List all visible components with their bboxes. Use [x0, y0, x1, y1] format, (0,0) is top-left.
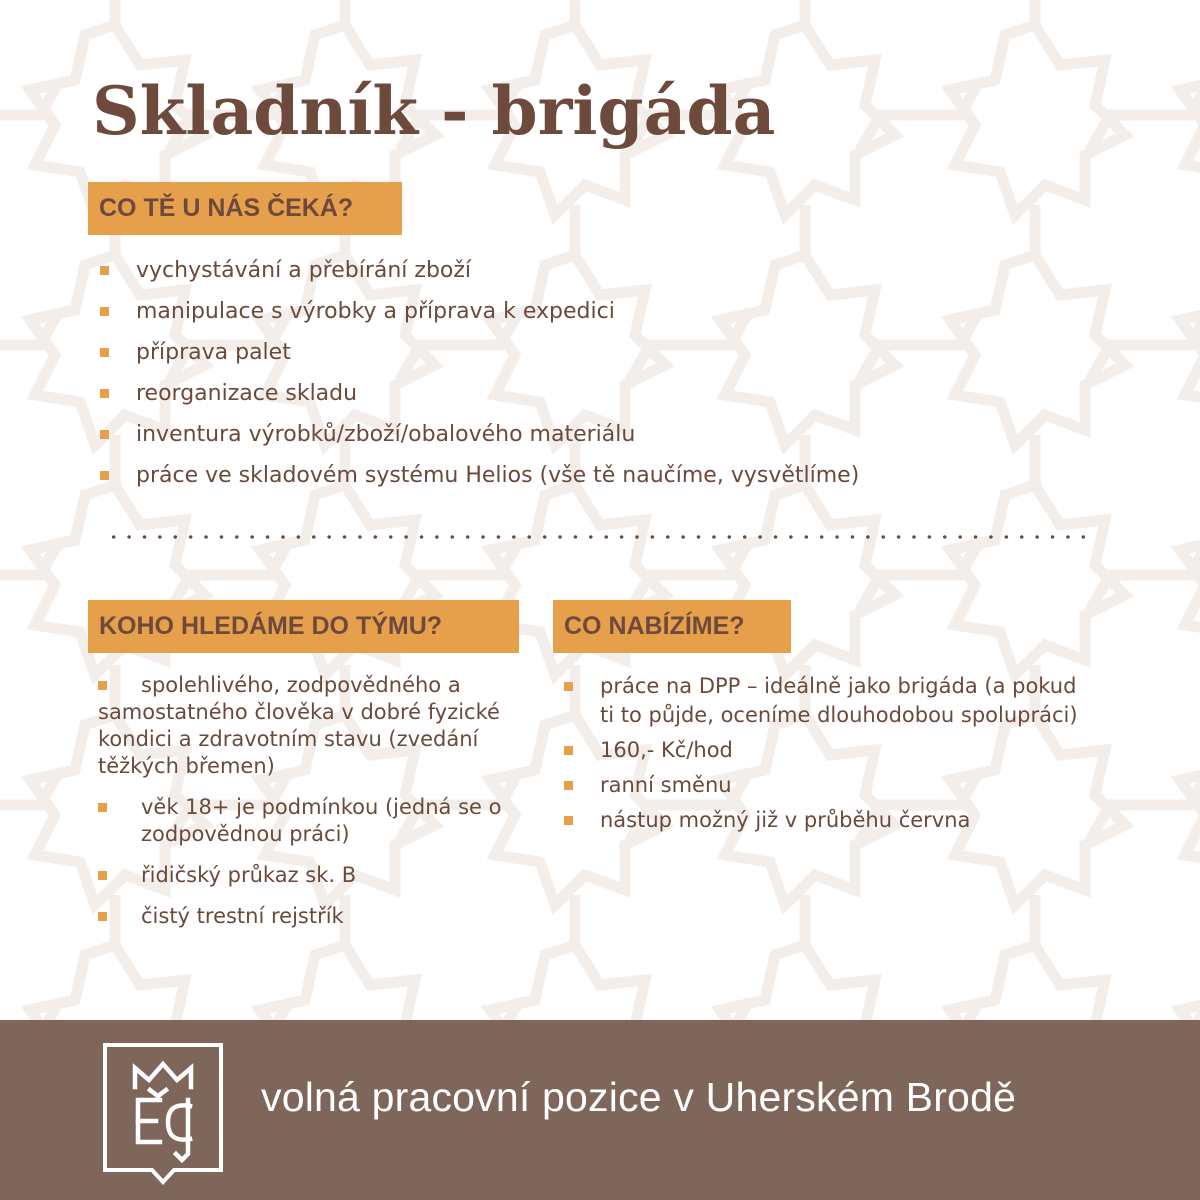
list-item: ranní směnu [600, 771, 1080, 800]
list-item: řidičský průkaz sk. B [98, 862, 528, 889]
candidate-list [98, 672, 528, 944]
offer-heading: CO NABÍZÍME? [553, 600, 791, 653]
list-item: věk 18+ je podmínkou (jedná se o zodpovědnou práci) [98, 794, 528, 848]
list-item: spolehlivého, zodpovědného a samostatného člověka v dobré fyzické kondici a zdravotním stavu (zvedání těžkých břemen) [98, 673, 500, 778]
square-bullet-icon [564, 816, 573, 825]
list-item: práce ve skladovém systému Helios (vše tě naučíme, vysvětlíme) [136, 460, 859, 501]
square-bullet-icon [564, 746, 573, 755]
square-bullet-icon [98, 681, 107, 690]
square-bullet-icon [564, 682, 573, 691]
city-crest-icon [102, 1042, 224, 1192]
square-bullet-icon [100, 471, 109, 480]
list-item: reorganizace skladu [136, 378, 859, 419]
square-bullet-icon [564, 781, 573, 790]
list-item: 160,- Kč/hod [600, 736, 1080, 765]
list-item: inventura výrobků/zboží/obalového materiálu [136, 419, 859, 460]
footer-bar [0, 1020, 1200, 1200]
tasks-list [136, 255, 859, 501]
list-item: vychystávání a přebírání zboží [136, 255, 859, 296]
square-bullet-icon [98, 912, 107, 921]
square-bullet-icon [100, 348, 109, 357]
square-bullet-icon [98, 803, 107, 812]
square-bullet-icon [100, 307, 109, 316]
candidate-heading: KOHO HLEDÁME DO TÝMU? [88, 600, 519, 653]
footer-text: volná pracovní pozice v Uherském Brodě [261, 1074, 1017, 1120]
list-item: práce na DPP – ideálně jako brigáda (a pokud ti to půjde, oceníme dlouhodobou spolupráci) [600, 672, 1080, 730]
page-title: Skladník - brigáda [92, 72, 776, 150]
list-item: nástup možný již v průběhu června [600, 806, 1080, 835]
tasks-heading: CO TĚ U NÁS ČEKÁ? [88, 182, 402, 235]
dotted-divider [106, 530, 1090, 544]
list-item: čistý trestní rejstřík [98, 903, 528, 930]
square-bullet-icon [100, 389, 109, 398]
square-bullet-icon [100, 430, 109, 439]
offer-list [600, 672, 1080, 841]
list-item: příprava palet [136, 337, 859, 378]
square-bullet-icon [100, 266, 109, 275]
list-item: manipulace s výrobky a příprava k expedici [136, 296, 859, 337]
square-bullet-icon [98, 871, 107, 880]
